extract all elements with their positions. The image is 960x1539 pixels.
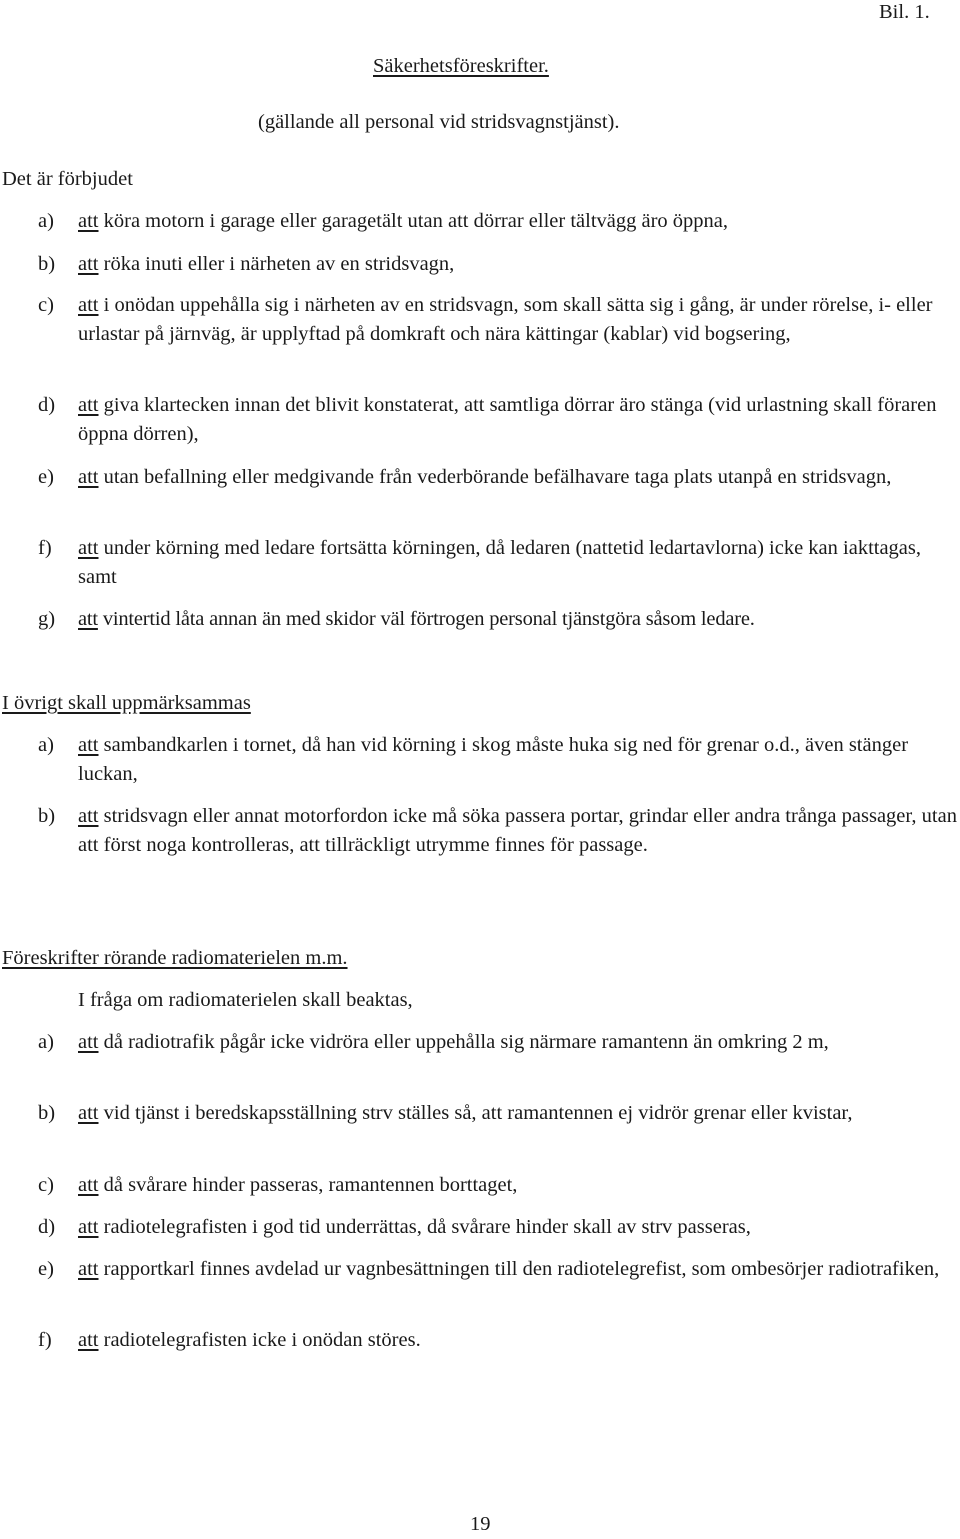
list-item-text: köra motorn i garage eller garagetält utan att dörrar eller tältvägg äro öppna, xyxy=(98,210,729,232)
list-item-label: a) xyxy=(38,210,54,232)
att-word: att xyxy=(78,253,99,275)
section3-heading: Föreskrifter rörande radiomaterielen m.m. xyxy=(2,947,348,969)
att-word: att xyxy=(78,1258,99,1280)
att-word: att xyxy=(78,466,99,488)
section3-intro: I fråga om radiomaterielen skall beaktas, xyxy=(78,989,413,1011)
list-item-text: sambandkarlen i tornet, då han vid körning i skog måste huka sig ned för grenar o.d., även stänger luckan, xyxy=(78,734,909,785)
att-word: att xyxy=(78,805,99,827)
list-item-label: d) xyxy=(38,1216,56,1238)
att-word: att xyxy=(78,734,99,756)
list-item-label: d) xyxy=(38,394,56,416)
list-item-label: g) xyxy=(38,608,56,630)
list-item-text: då svårare hinder passeras, ramantennen borttaget, xyxy=(98,1174,518,1196)
section1-heading: Det är förbjudet xyxy=(2,168,133,190)
page-reference: Bil. 1. xyxy=(879,1,930,23)
list-item-label: a) xyxy=(38,734,54,756)
att-word: att xyxy=(78,1031,99,1053)
list-item-label: e) xyxy=(38,1258,54,1280)
list-item-text: då radiotrafik pågår icke vidröra eller uppehålla sig närmare ramantenn än omkring 2 m, xyxy=(98,1031,829,1053)
list-item-text: vintertid låta annan än med skidor väl förtrogen personal tjänstgöra såsom ledare. xyxy=(97,608,755,630)
list-item-label: a) xyxy=(38,1031,54,1053)
page-number: 19 xyxy=(470,1513,491,1535)
list-item-label: c) xyxy=(38,294,54,316)
list-item-text: giva klartecken innan det blivit konstaterat, att samtliga dörrar äro stänga (vid urlastning skall föraren öppna dörren), xyxy=(78,394,937,445)
list-item-text: utan befallning eller medgivande från vederbörande befälhavare taga plats utanpå en stridsvagn, xyxy=(98,466,892,488)
att-word: att xyxy=(78,210,99,232)
list-item-label: b) xyxy=(38,253,56,275)
att-word: att xyxy=(78,394,99,416)
list-item-text: i onödan uppehålla sig i närheten av en stridsvagn, som skall sätta sig i gång, är under rörelse, i- eller urlastar på järnväg, är upplyftad på domkraft och nära kättingar (kablar) vid bogsering, xyxy=(78,294,933,345)
list-item-label: c) xyxy=(38,1174,54,1196)
page-title: Säkerhetsföreskrifter. xyxy=(373,55,549,77)
list-item-text: radiotelegrafisten icke i onödan störes. xyxy=(98,1329,421,1351)
att-word: att xyxy=(78,1329,99,1351)
list-item-label: b) xyxy=(38,1102,56,1124)
att-word: att xyxy=(78,1216,99,1238)
att-word: att xyxy=(78,537,99,559)
list-item-text: röka inuti eller i närheten av en stridsvagn, xyxy=(98,253,455,275)
section2-heading: I övrigt skall uppmärksammas xyxy=(2,692,251,714)
list-item-label: f) xyxy=(38,537,52,559)
att-word: att xyxy=(78,608,98,630)
list-item-text: rapportkarl finnes avdelad ur vagnbesättningen till den radiotelegrefist, som ombesörjer radiotrafiken, xyxy=(98,1258,940,1280)
list-item-text: radiotelegrafisten i god tid underrättas, då svårare hinder skall av strv passeras, xyxy=(98,1216,751,1238)
list-item-label: b) xyxy=(38,805,56,827)
list-item-text: vid tjänst i beredskapsställning strv ställes så, att ramantennen ej vidrör grenar eller kvistar, xyxy=(98,1102,853,1124)
page-subtitle: (gällande all personal vid stridsvagnstjänst). xyxy=(258,111,620,133)
att-word: att xyxy=(78,1174,99,1196)
list-item-text: stridsvagn eller annat motorfordon icke må söka passera portar, grindar eller andra trånga passager, utan att först noga kontrolleras, att tillräckligt utrymme finnes för passage. xyxy=(78,805,957,856)
list-item-label: f) xyxy=(38,1329,52,1351)
att-word: att xyxy=(78,1102,99,1124)
list-item-text: under körning med ledare fortsätta körningen, då ledaren (nattetid ledartavlorna) icke kan iakttagas, samt xyxy=(78,537,922,588)
list-item-label: e) xyxy=(38,466,54,488)
att-word: att xyxy=(78,294,99,316)
